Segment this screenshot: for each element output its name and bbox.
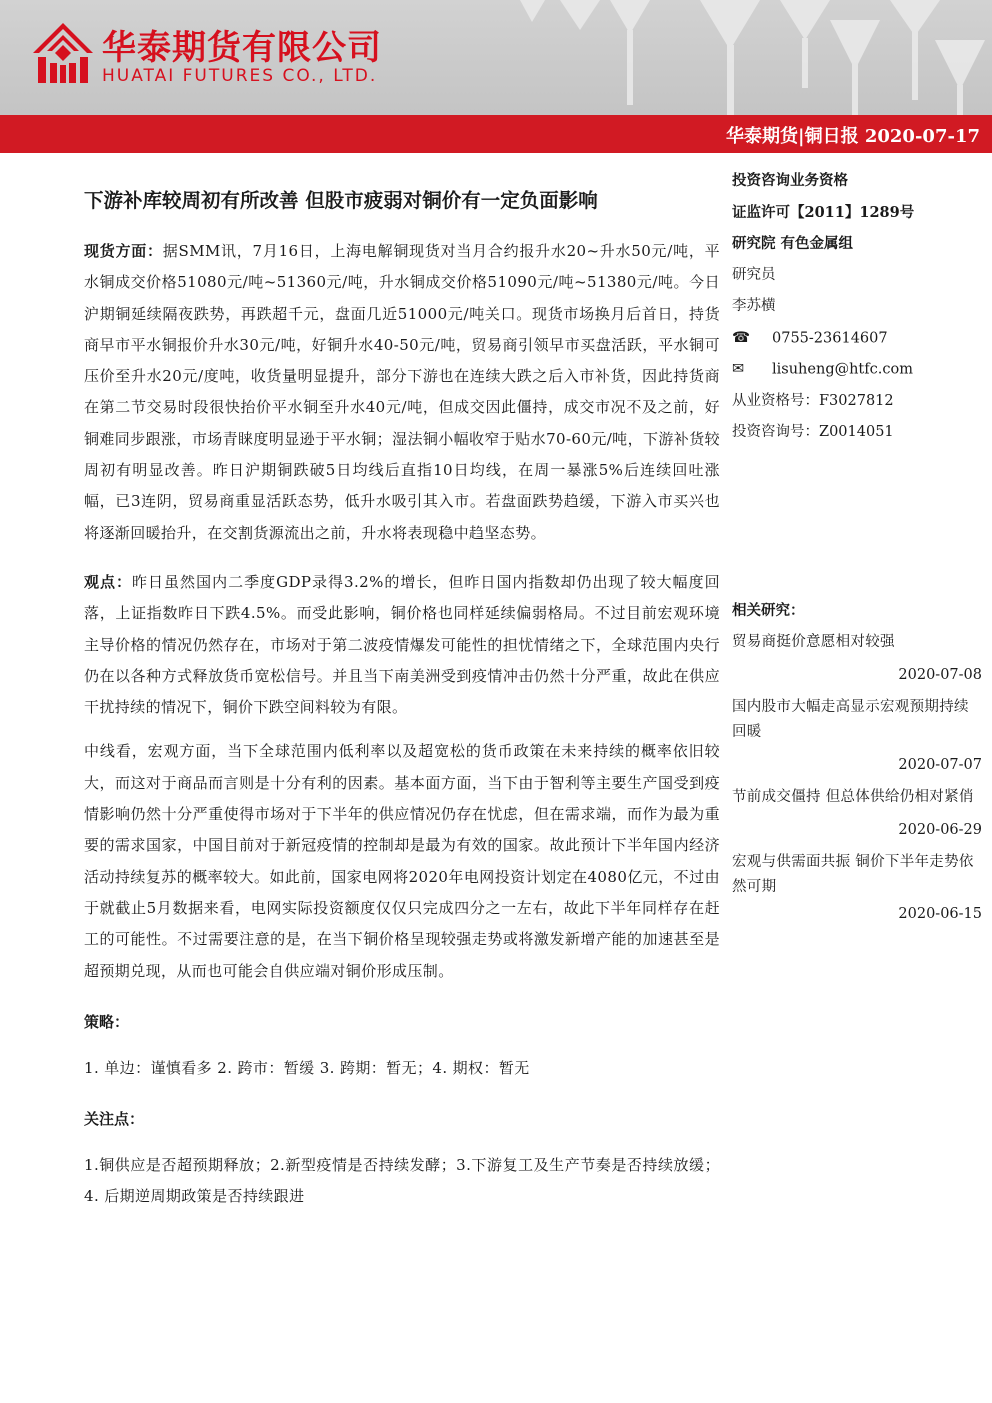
view-paragraph bbox=[84, 567, 720, 723]
strategy-heading: 策略： bbox=[84, 1012, 130, 1031]
spot-lead: 现货方面： bbox=[84, 242, 163, 260]
view-text: 昨日虽然国内二季度GDP录得3.2%的增长，但昨日国内指数却仍出现了较大幅度回落，上证指数昨日下跌4.5%。而受此影响，铜价格也同样延续偏弱格局。不过目前宏观环境主导价格的情况仍然存在，市场对于第二波疫情爆发可能性的担忧情绪之下，全球范围内央行仍在以各种方式释放货币宽松信号。并且当下南美洲受到疫情冲击仍然十分严重，故此在供应干扰持续的情况下，铜价下跌空间料较为有限。 bbox=[84, 572, 720, 717]
report-tag-bar bbox=[0, 115, 992, 153]
envelope-icon: ✉ bbox=[732, 361, 745, 377]
advisory-number: 投资咨询号：Z0014051 bbox=[732, 424, 894, 440]
phone-row bbox=[732, 326, 982, 358]
related-heading: 相关研究： bbox=[732, 602, 805, 619]
qualification: 投资咨询业务资格 bbox=[732, 172, 848, 189]
related-item-date: 2020-06-29 bbox=[898, 822, 982, 838]
email-row bbox=[732, 357, 982, 389]
report-title: 下游补库较周初有所改善 但股市疲弱对铜价有一定负面影响 bbox=[84, 189, 598, 212]
company-name-cn: 华泰期货有限公司 bbox=[102, 28, 382, 68]
midterm-paragraph: 中线看，宏观方面，当下全球范围内低利率以及超宽松的货币政策在未来持续的概率依旧较大，而这对于商品而言则是十分有利的因素。基本面方面，当下由于智利等主要生产国受到疫情影响仍然十分严重使得市场对于下半年的供应情况仍存在忧虑，但在需求端，而作为最为重要的需求国家，中国目前对于新冠疫情的控制却是最为有效的国家。故此预计下半年国内经济活动持续复苏的概率较大。如此前，国家电网将2020年电网投资计划定在4080亿元，不过由于就截止5月数据来看，电网实际投资额度仅仅只完成四分之一左右，故此下半年同样存在赶工的可能性。不过需要注意的是，在当下铜价格呈现较强走势或将激发新增产能的加速甚至是超预期兑现，从而也可能会自供应端对铜价形成压制。 bbox=[84, 742, 720, 980]
email-address[interactable]: lisuheng@htfc.com bbox=[772, 361, 913, 378]
analyst-name: 李苏横 bbox=[732, 298, 776, 314]
focus-text: 1.铜供应是否超预期释放；2.新型疫情是否持续发酵；3.下游复工及生产节奏是否持续放缓；4. 后期逆周期政策是否持续跟进 bbox=[84, 1156, 720, 1206]
header-banner bbox=[0, 0, 992, 115]
related-item-title[interactable]: 节前成交僵持 但总体供给仍相对紧俏 bbox=[732, 789, 974, 805]
spot-paragraph bbox=[84, 236, 720, 549]
phone-number: 0755-23614607 bbox=[772, 330, 888, 346]
license-number: 证监许可【2011】1289号 bbox=[732, 203, 915, 221]
related-research bbox=[732, 596, 982, 934]
focus-heading: 关注点： bbox=[84, 1110, 145, 1129]
related-item-date: 2020-07-07 bbox=[898, 757, 982, 773]
department: 研究院 有色金属组 bbox=[732, 235, 854, 252]
phone-icon: ☎ bbox=[732, 329, 751, 346]
analyst-role: 研究员 bbox=[732, 266, 776, 283]
company-name-en: HUATAI FUTURES CO., LTD. bbox=[102, 66, 378, 86]
view-lead: 观点： bbox=[84, 572, 133, 591]
related-item-title[interactable]: 国内股市大幅走高显示宏观预期持续回暖 bbox=[732, 699, 969, 740]
related-item-date: 2020-07-08 bbox=[898, 667, 982, 683]
report-tag: 华泰期货|铜日报 2020-07-17 bbox=[726, 126, 980, 147]
main-content bbox=[84, 236, 720, 1226]
related-item-date: 2020-06-15 bbox=[898, 906, 982, 922]
strategy-text: 1. 单边：谨慎看多 2. 跨市：暂缓 3. 跨期：暂无；4. 期权：暂无 bbox=[84, 1058, 530, 1077]
sidebar bbox=[732, 168, 982, 452]
spot-text: 据SMM讯，7月16日，上海电解铜现货对当月合约报升水20~升水50元/吨，平水铜成交价格51080元/吨~51360元/吨，升水铜成交价格51090元/吨~51380元/吨。今日沪期铜延续隔夜跌势，再跌超千元，盘面几近51000元/吨关口。现货市场换月后首日，持货商早市平水铜报价升水30元/吨，好铜升水40-50元/吨，贸易商引领早市买盘活跃，平水铜可压价至升水20元/度吨，收货量明显提升，部分下游也在连续大跌之后入市补货，因此持货商在第二节交易时段很快抬价平水铜至升水40元/吨，但成交因此僵持，成交市况不及之前，好铜难同步跟涨，市场青睐度明显逊于平水铜；湿法铜小幅收窄于贴水70-60元/吨，下游补货较周初有明显改善。昨日沪期铜跌破5日均线后直指10日均线，在周一暴涨5%后连续回吐涨幅，已3连阴，贸易商重显活跃态势，低升水吸引其入市。若盘面跌势趋缓，下游入市买兴也将逐渐回暖抬升，在交割货源流出之前，升水将表现稳中趋坚态势。 bbox=[84, 242, 720, 542]
related-item-title[interactable]: 贸易商挺价意愿相对较强 bbox=[732, 634, 895, 650]
huatai-logo-icon bbox=[33, 23, 93, 83]
related-item-title[interactable]: 宏观与供需面共振 铜价下半年走势依然可期 bbox=[732, 854, 974, 895]
cert-number: 从业资格号：F3027812 bbox=[732, 392, 894, 409]
